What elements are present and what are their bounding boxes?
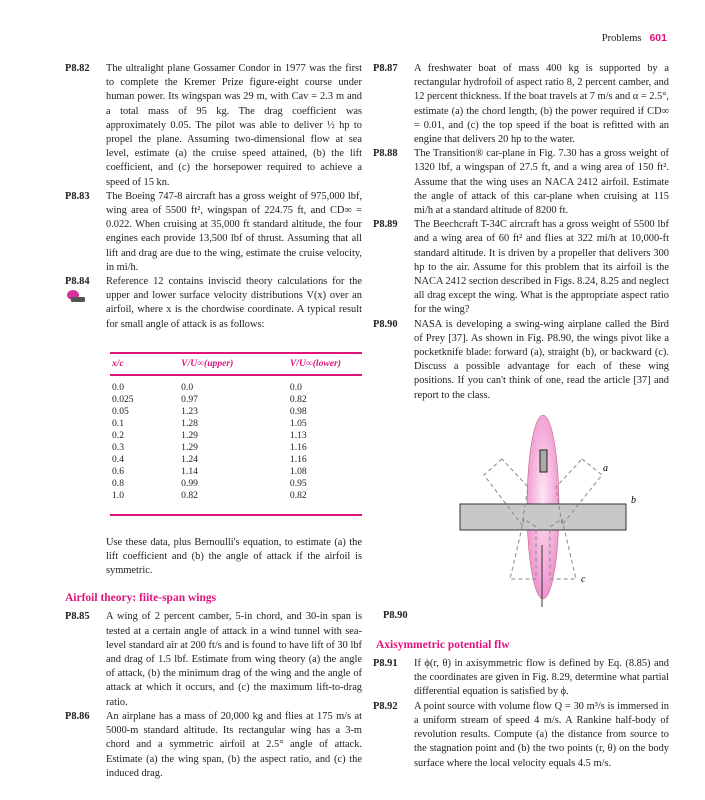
table-cell: 1.14 <box>181 465 198 477</box>
problem-8-91 <box>373 657 669 700</box>
table-cell: 1.0 <box>112 489 124 501</box>
table-cell: 0.99 <box>181 477 198 489</box>
table-cell: 0.0 <box>181 381 194 393</box>
table-row <box>110 430 362 442</box>
table-cell: 0.3 <box>112 441 124 453</box>
table-cell: 0.05 <box>112 405 129 417</box>
table-cell: 1.13 <box>289 429 307 441</box>
problem-8-92 <box>373 700 669 771</box>
cockpit <box>540 450 547 472</box>
table-cell: 0.2 <box>112 429 124 441</box>
table-cell: 0.95 <box>289 477 307 489</box>
column-header: x/c <box>112 357 124 369</box>
running-header <box>602 31 667 46</box>
table-row <box>110 375 362 394</box>
problem-text: If ϕ(r, θ) in axisymmetric flow is defined by Eq. (8.85) and the coordinates are given in Fig. 8.29, determine what partial differential equation is satisfied by ϕ. <box>414 658 669 698</box>
table-cell: 1.16 <box>289 453 307 465</box>
table-cell: 0.4 <box>112 453 124 465</box>
table-cell: 0.8 <box>112 477 124 489</box>
table-cell: 1.28 <box>181 417 198 429</box>
problem-label: P8.90 <box>373 318 398 330</box>
label-a: a <box>603 462 608 474</box>
problem-8-90 <box>373 318 669 403</box>
table-row <box>110 418 362 430</box>
wing-straight <box>460 504 626 530</box>
table-cell: 1.23 <box>181 405 198 417</box>
table-row <box>110 442 362 454</box>
figure-caption: P8.90 <box>383 609 408 621</box>
problem-label: P8.91 <box>373 658 398 670</box>
problem-label: P8.84 <box>65 276 90 288</box>
table-row <box>110 490 362 515</box>
label-b: b <box>631 494 636 506</box>
problem-label: P8.92 <box>373 700 398 712</box>
table-cell: 0.025 <box>112 393 134 405</box>
problem-label: P8.89 <box>373 219 398 231</box>
table-row <box>110 466 362 478</box>
table-row <box>110 406 362 418</box>
section-heading: Axisymmetric potential flw <box>376 639 510 652</box>
problem-text: Reference 12 contains inviscid theory calculations for the upper and lower surface velocity distributions V(x) over an airfoil, where x is the chordwise coordinate. A typical result for small angle of attack is as follows: <box>106 276 362 330</box>
column-header: V/U∞(lower) <box>289 357 341 369</box>
problem-label: P8.88 <box>373 148 398 160</box>
problem-label: P8.83 <box>65 190 90 202</box>
column-header: V/U∞(upper) <box>181 357 234 369</box>
table-cell: 0.98 <box>289 405 307 417</box>
computer-disk-icon <box>65 288 87 304</box>
label-c: c <box>581 573 586 585</box>
problem-8-88 <box>373 147 669 218</box>
problem-label: P8.86 <box>65 710 90 722</box>
problem-8-82 <box>65 62 362 190</box>
problem-text: The Transition® car-plane in Fig. 7.30 has a gross weight of 1320 lbf, a wingspan of 27.5 ft, and a wing area of 150 ft². Assume that the wing uses an NACA 2412 airfoil. Estimate the angle of attack of this car-plane when cruising at 115 mi/h at a standard altitude of 8200 ft. <box>414 148 669 217</box>
header-section: Problems <box>601 33 642 44</box>
table-cell: 0.82 <box>289 393 307 405</box>
problem-8-89 <box>373 218 669 317</box>
table-cell: 0.1 <box>112 417 124 429</box>
left-column <box>65 62 362 781</box>
problem-text: The Beechcraft T-34C aircraft has a gross weight of 5500 lbf and a wing area of 60 ft² and flies at 322 mi/h at 10,000-ft standard altitude. It is driven by a propeller that delivers 300 hp to the air. Assume for this problem that its airfoil is the NACA 2412 section described in Figs. 8.24, 8.25 and neglect all drag except the wing. What is the appropriate aspect ratio for the wing? <box>414 219 669 316</box>
table-cell: 1.24 <box>181 453 198 465</box>
problem-text: An airplane has a mass of 20,000 kg and flies at 175 m/s at 5000-m standard altitude. Its rectangular wing has a 3-m chord and a symmetric airfoil at 2.5° angle of attack. Estimate (a) the wing span, (b) the aspect ratio, and (c) the induced drag. <box>106 710 362 779</box>
problem-label: P8.85 <box>65 611 90 623</box>
section-heading: Airfoil theory: fiite-span wings <box>65 592 217 605</box>
table-cell: 1.29 <box>181 429 198 441</box>
problem-label: P8.82 <box>65 63 90 74</box>
table-cell: 0.82 <box>181 489 198 501</box>
problem-text: Use these data, plus Bernoulli's equation, to estimate (a) the lift coefficient and (b) the angle of attack if the airfoil is symmetric. <box>106 536 362 577</box>
table-cell: 1.08 <box>289 465 307 477</box>
table-row <box>110 454 362 466</box>
table-cell: 0.82 <box>289 489 307 501</box>
table-cell: 1.05 <box>289 417 307 429</box>
problem-text: A point source with volume flow Q = 30 m³/s is immersed in a uniform stream of speed 4 m/s. A Rankine half-body of revolution results. Compute (a) the distance from source to the stagnation point and (b) the two points (r, θ) on the body surface where the local velocity equals 4.5 m/s. <box>414 700 669 769</box>
problem-8-85 <box>65 610 362 709</box>
problem-8-87 <box>373 62 669 147</box>
velocity-table <box>110 352 362 516</box>
table-cell: 0.97 <box>181 393 198 405</box>
problem-8-84 <box>65 275 362 332</box>
table-cell: 0.6 <box>112 465 124 477</box>
problem-label: P8.87 <box>373 63 398 74</box>
problem-text: A wing of 2 percent camber, 5-in chord, and 30-in span is tested at a certain angle of attack in a wind tunnel with sea-level standard air at 200 ft/s and is found to have lift of 30 lbf and drag of 1.5 lbf. Estimate from wing theory (a) the angle of attack, (b) the minimum drag of the wing and the angle of attack at which it occurs, and (c) the maximum lift-to-drag ratio. <box>106 611 362 708</box>
page-number: 601 <box>649 32 667 44</box>
problem-text: The Boeing 747-8 aircraft has a gross weight of 975,000 lbf, wing area of 5500 ft², wingspan of 224.75 ft, and CD∞ = 0.022. When cruising at 35,000 ft standard altitude, the four engines each provide 13,500 lbf of thrust. Assuming that all lift and drag are due to the wing, estimate the cruise velocity, in mi/h. <box>106 190 362 273</box>
problem-8-84-followup <box>65 536 362 579</box>
table-cell: 0.0 <box>112 381 124 393</box>
problem-8-83 <box>65 190 362 275</box>
table-header-row <box>110 353 362 375</box>
table-row <box>110 478 362 490</box>
problem-text: The ultralight plane Gossamer Condor in 1977 was the first to complete the Kremer Prize figure-eight course under human power. Its wingspan was 29 m, with Cav = 2.3 m and a total mass of 95 kg. The drag coefficient was approximately 0.05. The pilot was able to deliver ½ hp to propel the plane. Assuming two-dimensional flow at sea level, estimate (a) the cruise speed attained, (b) the lift coefficient, and (c) the horsepower required to achieve a speed of 15 kn. <box>106 63 362 188</box>
problem-text: A freshwater boat of mass 400 kg is supported by a rectangular hydrofoil of aspect ratio 8, 2 percent camber, and 12 percent thickness. If the boat travels at 7 m/s and α = 2.5°, estimate (a) the chord length, (b) the power required if CD∞ = 0.01, and (c) the top speed if the boat is refitted with an engine that delivers 20 hp to the water. <box>414 63 669 146</box>
table-cell: 0.0 <box>289 381 302 393</box>
right-column <box>373 62 669 771</box>
table-cell: 1.29 <box>181 441 198 453</box>
swing-wing-figure <box>440 407 660 607</box>
table-row <box>110 394 362 406</box>
problem-text: NASA is developing a swing-wing airplane called the Bird of Prey [37]. As shown in Fig. P8.90, the wings pivot like a pocketknife blade: forward (a), straight (b), or backward (c). Discuss a possible advantage for each of these wing positions. If you can't think of one, read the article [37] and report to the class. <box>414 318 669 401</box>
table-cell: 1.16 <box>289 441 307 453</box>
problem-8-86 <box>65 710 362 781</box>
